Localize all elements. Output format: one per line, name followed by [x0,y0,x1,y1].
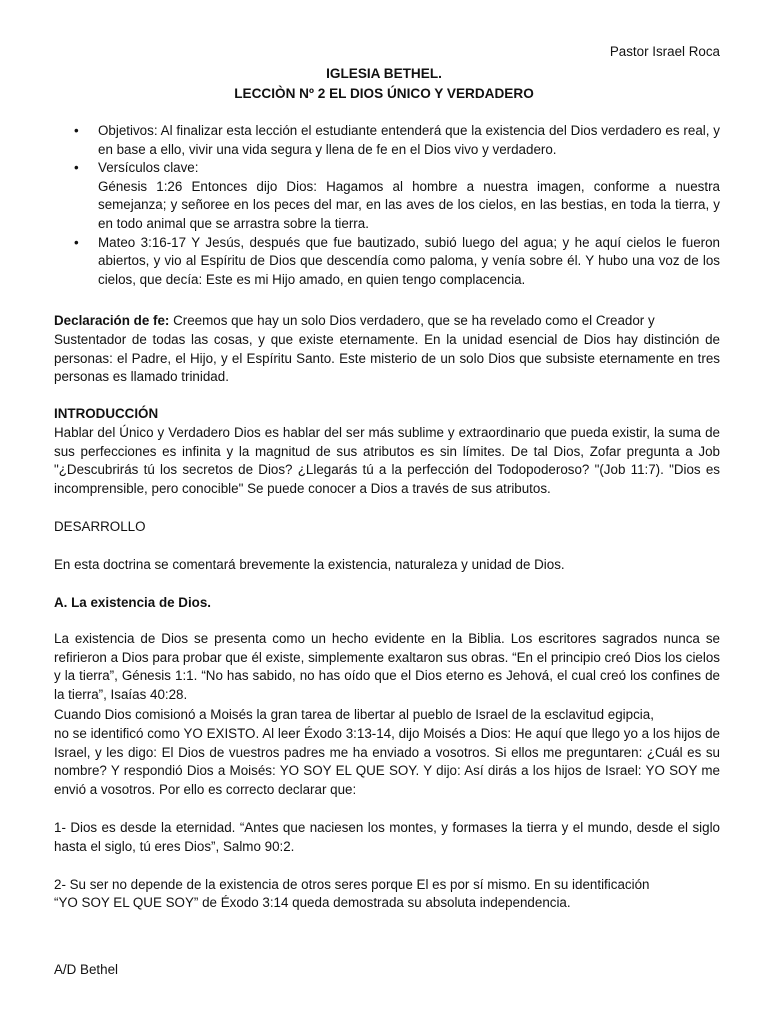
objectives-text: Objetivos: Al finalizar esta lección el estudiante entenderá que la existencia del Dios verdadero es real, y en base a ello, vivir una vida segura y llena de fe en el Dios vivo y verdadero. [98,123,720,157]
existence-paragraph: La existencia de Dios se presenta como un hecho evidente en la Biblia. Los escritores sagrados nunca se refirieron a Dios para probar que él existe, simplemente exaltaron sus obras. “En el principio creó Dios los cielos y la tierra”, Génesis 1:1. “No has sabido, no has oído que el Dios eterno es Jehová, el cual creó los confines de la tierra”, Isaías 40:28. [54,631,720,702]
bullet-icon: • [74,234,79,250]
list-item [54,159,720,233]
moses-paragraph-line1: Cuando Dios comisionó a Moisés la gran tarea de libertar al pueblo de Israel de la esclavitud egipcia, [54,707,654,722]
section-a-heading: A. La existencia de Dios. [54,595,212,610]
footer-text: A/D Bethel [54,962,119,977]
genesis-verse-text: Génesis 1:26 Entonces dijo Dios: Hagamos al hombre a nuestra imagen, conforme a nuestra semejanza; y señoree en los peces del mar, en las aves de los cielos, en las bestias, en toda la tierra, y en todo animal que se arrastra sobre la tierra. [98,178,720,231]
declaration-text: Sustentador de todas las cosas, y que existe eternamente. En la unidad esencial de Dios hay distinción de personas: el Padre, el Hijo, y el Espíritu Santo. Este misterio de un solo Dios que subsiste eternamente en tres personas es llamado trinidad. [54,332,720,385]
bullet-icon: • [74,123,79,138]
matthew-verse-text: Mateo 3:16-17 Y Jesús, después que fue bautizado, subió luego del agua; y he aquí cielos le fueron abiertos, y vio al Espíritu de Dios que descendía como paloma, y venía sobre él. Y hubo una voz de los cielos, que decía: Este es mi Hijo amado, en quien tengo complacencia. [98,234,720,287]
development-heading: DESARROLLO [54,519,146,534]
moses-paragraph: no se identificó como YO EXISTO. Al leer Éxodo 3:13-14, dijo Moisés a Dios: He aquí que llego yo a los hijos de Israel, y les digo: El Dios de vuestros padres me ha enviado a vosotros. Si ellos me preguntaren: ¿Cuál es su nombre? Y respondió Dios a Moisés: YO SOY EL QUE SOY. Y dijo: Así dirás a los hijos de Israel: YO SOY me envió a vosotros. Por ello es correcto declarar que: [54,726,720,797]
key-points-list [54,122,720,289]
declaration-line1: Declaración de fe: Creemos que hay un solo Dios verdadero, que se ha revelado como el Creador y [54,313,655,328]
intro-text: Hablar del Único y Verdadero Dios es hablar del ser más sublime y extraordinario que pueda existir, la suma de sus perfecciones es infinita y la magnitud de sus atributos es sin límites. De tal Dios, Zofar pregunta a Job "¿Descubrirás tú los secretos de Dios? ¿Llegarás tú a la perfección del Todopoderoso? "(Job 11:7). "Dios es incomprensible, pero conocible" Se puede conocer a Dios a través de sus atributos. [54,425,720,496]
declaration-label: Declaración de fe: [54,313,170,328]
list-item [54,122,720,159]
point-1: 1- Dios es desde la eternidad. “Antes que naciesen los montes, y formases la tierra y el mundo, desde el siglo hasta el siglo, tú eres Dios”, Salmo 90:2. [54,820,720,854]
point-2-line1: 2- Su ser no depende de la existencia de otros seres porque El es por sí mismo. En su identificación [54,877,650,892]
development-intro: En esta doctrina se comentará brevemente la existencia, naturaleza y unidad de Dios. [54,557,565,572]
key-verses-title: Versículos clave: [98,160,199,176]
bullet-icon: • [74,160,79,176]
lesson-title: LECCIÒN Nº 2 EL DIOS ÚNICO Y VERDADERO [234,86,534,101]
intro-heading: INTRODUCCIÓN [54,406,159,421]
church-name: IGLESIA BETHEL. [326,66,442,81]
point-2-line2: “YO SOY EL QUE SOY” de Éxodo 3:14 queda demostrada su absoluta independencia. [54,895,571,910]
list-item [54,234,720,290]
author-name: Pastor Israel Roca [609,44,720,59]
